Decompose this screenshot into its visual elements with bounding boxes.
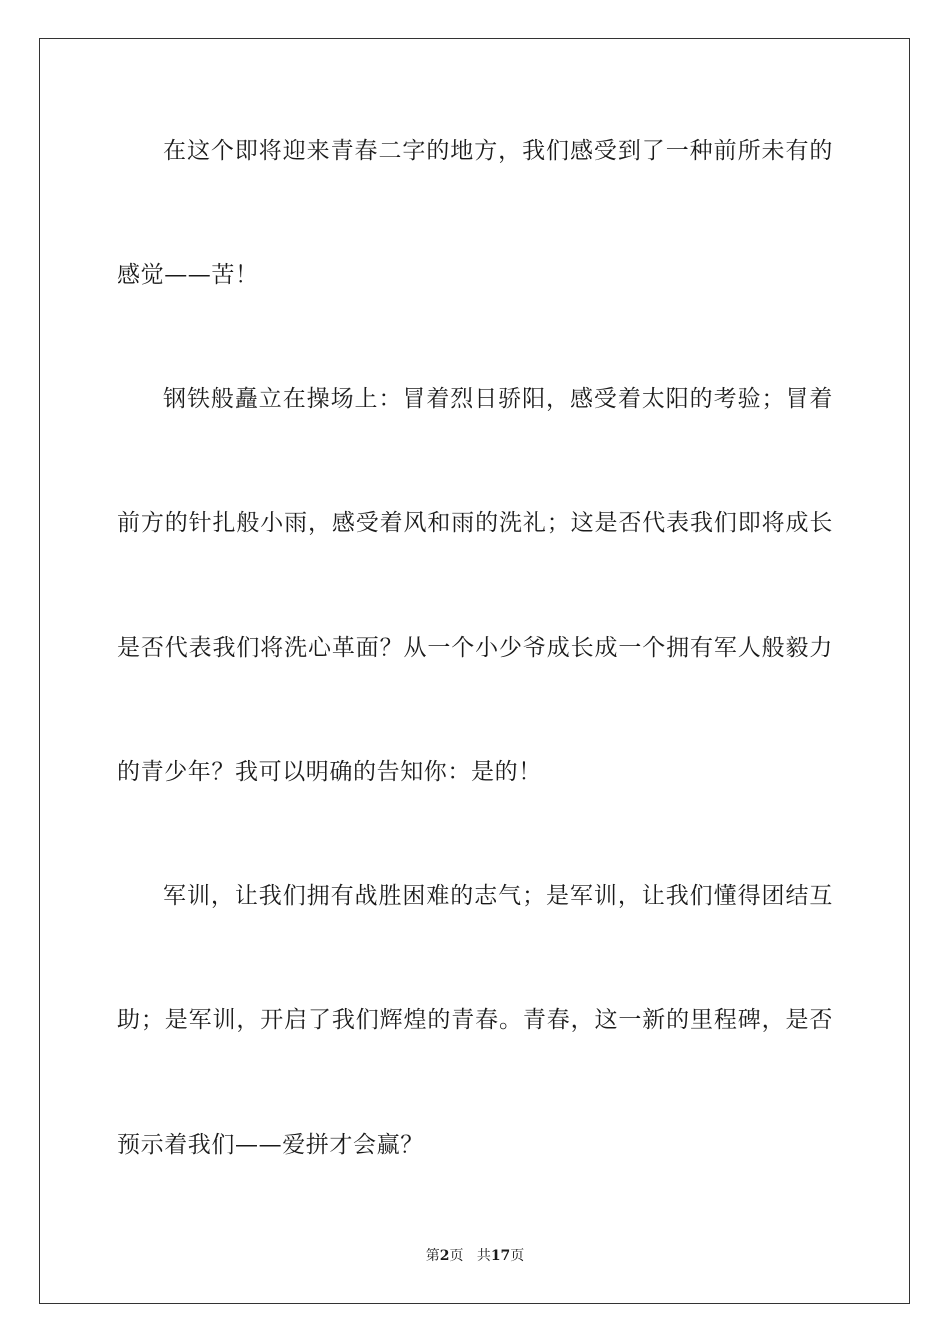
paragraph-1-line-2: 感觉——苦！ [117, 262, 259, 288]
footer-total-prefix: 共 [476, 1248, 491, 1264]
footer-page-number: 2 [439, 1248, 450, 1264]
paragraph-2-line-3: 是否代表我们将洗心革面？从一个小少爷成长成一个拥有军人般毅力 [117, 635, 833, 661]
paragraph-2-line-1: 钢铁般矗立在操场上：冒着烈日骄阳，感受着太阳的考验；冒着 [163, 386, 833, 412]
paragraph-2-line-4: 的青少年？我可以明确的告知你：是的！ [117, 759, 542, 785]
footer-prefix: 第 [425, 1248, 440, 1264]
paragraph-3-line-2: 助；是军训，开启了我们辉煌的青春。青春，这一新的里程碑，是否 [117, 1007, 833, 1033]
page-footer [0, 1247, 950, 1265]
footer-total-suffix: 页 [510, 1248, 525, 1264]
page-border [39, 38, 910, 1304]
paragraph-3-line-3: 预示着我们——爱拼才会赢？ [117, 1132, 424, 1158]
footer-page-suffix: 页 [449, 1248, 464, 1264]
paragraph-1-line-1: 在这个即将迎来青春二字的地方，我们感受到了一种前所未有的 [163, 138, 833, 164]
paragraph-2-line-2: 前方的针扎般小雨，感受着风和雨的洗礼；这是否代表我们即将成长 [117, 510, 833, 536]
footer-total-pages: 17 [490, 1248, 511, 1264]
paragraph-3-line-1: 军训，让我们拥有战胜困难的志气；是军训，让我们懂得团结互 [163, 883, 833, 909]
